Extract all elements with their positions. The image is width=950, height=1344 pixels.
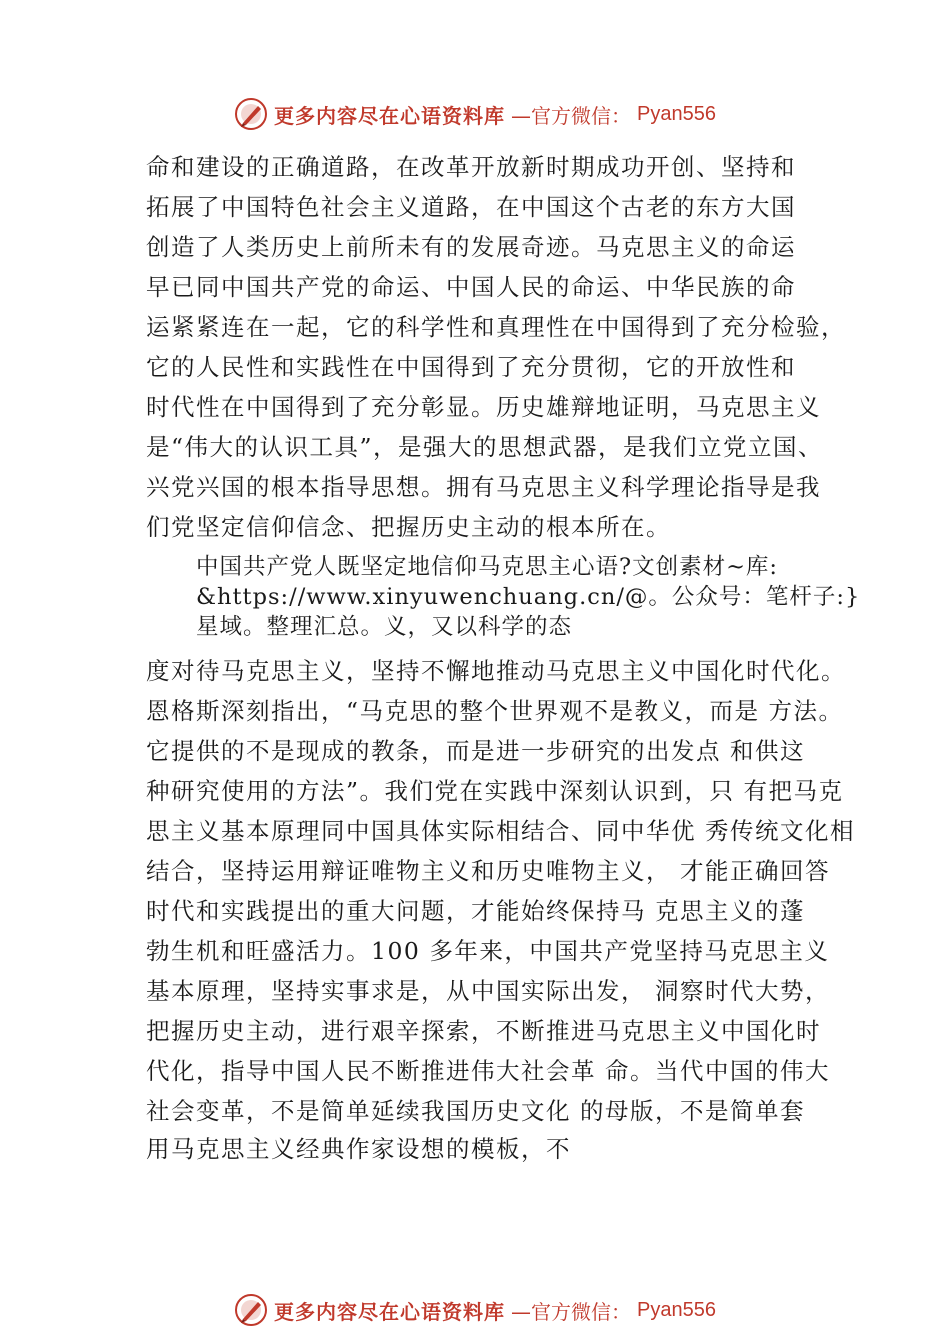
quote-line: &https://www.xinyuwenchuang.cn/@。公众号：笔杆子:} bbox=[196, 584, 861, 610]
body-line: 运紧紧连在一起，它的科学性和真理性在中国得到了充分检验， bbox=[146, 313, 846, 341]
body-line: 结合，坚持运用辩证唯物主义和历史唯物主义， 才能正确回答 bbox=[146, 857, 830, 885]
watermark-wechat-id: Pyan556 bbox=[637, 1298, 716, 1321]
body-line: 拓展了中国特色社会主义道路，在中国这个古老的东方大国 bbox=[146, 193, 796, 221]
body-line: 时代性在中国得到了充分彰显。历史雄辩地证明，马克思主义 bbox=[146, 393, 821, 421]
quote-line: 中国共产党人既坚定地信仰马克思主心语?文创素材~库: bbox=[196, 554, 778, 580]
body-line: 基本原理，坚持实事求是，从中国实际出发， 洞察时代大势， bbox=[146, 977, 830, 1005]
watermark-separator: —官方微信： bbox=[511, 1299, 632, 1324]
body-line: 它提供的不是现成的教条，而是进一步研究的出发点 和供这 bbox=[146, 737, 805, 765]
body-line: 勃生机和旺盛活力。100 多年来，中国共产党坚持马克思主义 bbox=[146, 937, 830, 965]
pen-seal-logo-icon bbox=[234, 97, 268, 131]
body-line: 创造了人类历史上前所未有的发展奇迹。马克思主义的命运 bbox=[146, 233, 796, 261]
pen-seal-logo-icon bbox=[234, 1293, 268, 1327]
quote-line: 星域。整理汇总。义，又以科学的态 bbox=[196, 614, 573, 640]
body-line: 恩格斯深刻指出，“马克思的整个世界观不是教义，而是 方法。 bbox=[146, 697, 844, 725]
body-line: 时代和实践提出的重大问题，才能始终保持马 克思主义的蓬 bbox=[146, 897, 805, 925]
watermark-text: 更多内容尽在心语资料库 bbox=[274, 1299, 506, 1324]
body-line: 种研究使用的方法”。我们党在实践中深刻认识到，只 有把马克 bbox=[146, 777, 844, 805]
body-line: 思主义基本原理同中国具体实际相结合、同中华优 秀传统文化相 bbox=[146, 817, 855, 845]
body-line: 度对待马克思主义，坚持不懈地推动马克思主义中国化时代化。 bbox=[146, 657, 846, 685]
footer-watermark bbox=[0, 1290, 950, 1330]
body-line: 兴党兴国的根本指导思想。拥有马克思主义科学理论指导是我 bbox=[146, 473, 821, 501]
body-line: 社会变革，不是简单延续我国历史文化 的母版，不是简单套 bbox=[146, 1097, 805, 1125]
watermark-separator: —官方微信： bbox=[511, 103, 632, 128]
watermark-wechat-id: Pyan556 bbox=[637, 102, 716, 125]
body-line: 用马克思主义经典作家设想的模板，不 bbox=[146, 1135, 571, 1163]
body-line: 它的人民性和实践性在中国得到了充分贯彻，它的开放性和 bbox=[146, 353, 796, 381]
body-line: 早已同中国共产党的命运、中国人民的命运、中华民族的命 bbox=[146, 273, 796, 301]
header-watermark bbox=[0, 94, 950, 134]
body-line: 们党坚定信仰信念、把握历史主动的根本所在。 bbox=[146, 513, 671, 541]
body-line: 把握历史主动，进行艰辛探索，不断推进马克思主义中国化时 bbox=[146, 1017, 821, 1045]
watermark-text: 更多内容尽在心语资料库 bbox=[274, 103, 506, 128]
body-line: 代化，指导中国人民不断推进伟大社会革 命。当代中国的伟大 bbox=[146, 1057, 830, 1085]
body-line: 是“伟大的认识工具”，是强大的思想武器，是我们立党立国、 bbox=[146, 433, 824, 461]
body-line: 命和建设的正确道路，在改革开放新时期成功开创、坚持和 bbox=[146, 153, 796, 181]
